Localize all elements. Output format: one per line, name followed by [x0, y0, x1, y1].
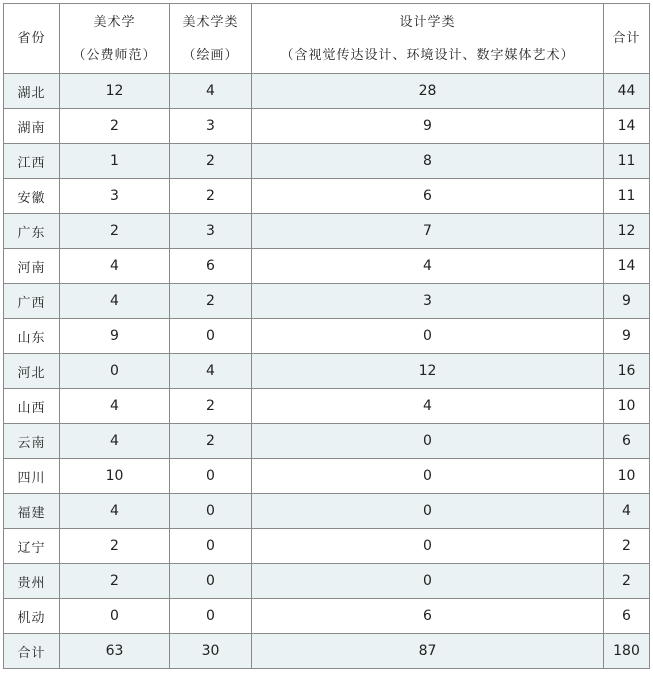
cell-design: 0	[252, 459, 604, 494]
cell-province: 河南	[4, 249, 60, 284]
table-row	[4, 249, 650, 284]
cell-province: 山西	[4, 389, 60, 424]
cell-fine-arts: 63	[60, 634, 170, 669]
cell-total: 2	[604, 529, 650, 564]
cell-total: 16	[604, 354, 650, 389]
table-row	[4, 529, 650, 564]
cell-province: 合计	[4, 634, 60, 669]
table-row	[4, 74, 650, 109]
cell-fine-arts: 3	[60, 179, 170, 214]
cell-design: 7	[252, 214, 604, 249]
cell-design: 0	[252, 319, 604, 354]
cell-design: 4	[252, 389, 604, 424]
cell-province: 机动	[4, 599, 60, 634]
table-row	[4, 284, 650, 319]
cell-province: 安徽	[4, 179, 60, 214]
table-row	[4, 634, 650, 669]
cell-province: 云南	[4, 424, 60, 459]
cell-total: 10	[604, 389, 650, 424]
cell-total: 6	[604, 599, 650, 634]
cell-total: 2	[604, 564, 650, 599]
cell-painting: 4	[170, 74, 252, 109]
cell-fine-arts: 9	[60, 319, 170, 354]
cell-painting: 4	[170, 354, 252, 389]
header-province: 省份	[4, 4, 60, 74]
header-fine-arts-class	[170, 4, 252, 74]
cell-painting: 2	[170, 144, 252, 179]
cell-total: 9	[604, 319, 650, 354]
cell-total: 11	[604, 179, 650, 214]
cell-painting: 2	[170, 284, 252, 319]
table-row	[4, 494, 650, 529]
cell-fine-arts: 4	[60, 424, 170, 459]
cell-design: 87	[252, 634, 604, 669]
table-row	[4, 319, 650, 354]
table-row	[4, 214, 650, 249]
cell-total: 4	[604, 494, 650, 529]
cell-province: 贵州	[4, 564, 60, 599]
table-row	[4, 144, 650, 179]
cell-fine-arts: 4	[60, 494, 170, 529]
header-fine-arts-class-line2: （绘画）	[182, 47, 239, 63]
cell-province: 河北	[4, 354, 60, 389]
cell-painting: 0	[170, 564, 252, 599]
cell-painting: 2	[170, 389, 252, 424]
cell-fine-arts: 10	[60, 459, 170, 494]
table-row	[4, 564, 650, 599]
cell-province: 四川	[4, 459, 60, 494]
cell-province: 辽宁	[4, 529, 60, 564]
cell-design: 3	[252, 284, 604, 319]
cell-fine-arts: 2	[60, 109, 170, 144]
cell-fine-arts: 4	[60, 284, 170, 319]
cell-fine-arts: 2	[60, 529, 170, 564]
cell-painting: 0	[170, 494, 252, 529]
cell-fine-arts: 1	[60, 144, 170, 179]
cell-painting: 3	[170, 109, 252, 144]
cell-province: 广西	[4, 284, 60, 319]
cell-total: 14	[604, 109, 650, 144]
cell-total: 6	[604, 424, 650, 459]
cell-design: 0	[252, 494, 604, 529]
header-total: 合计	[604, 4, 650, 74]
table-row	[4, 459, 650, 494]
cell-province: 山东	[4, 319, 60, 354]
cell-design: 8	[252, 144, 604, 179]
cell-design: 0	[252, 564, 604, 599]
table-row	[4, 389, 650, 424]
cell-province: 广东	[4, 214, 60, 249]
cell-fine-arts: 0	[60, 599, 170, 634]
cell-painting: 30	[170, 634, 252, 669]
table-body	[4, 74, 650, 669]
cell-painting: 2	[170, 179, 252, 214]
cell-design: 0	[252, 529, 604, 564]
cell-design: 4	[252, 249, 604, 284]
cell-painting: 0	[170, 459, 252, 494]
cell-design: 12	[252, 354, 604, 389]
header-fine-arts	[60, 4, 170, 74]
cell-painting: 0	[170, 319, 252, 354]
cell-province: 湖北	[4, 74, 60, 109]
enrollment-table	[3, 3, 650, 669]
cell-total: 11	[604, 144, 650, 179]
cell-painting: 0	[170, 599, 252, 634]
cell-total: 12	[604, 214, 650, 249]
cell-fine-arts: 4	[60, 249, 170, 284]
header-fine-arts-line2: （公费师范）	[72, 47, 157, 63]
header-design-class-line1: 设计学类	[399, 14, 456, 30]
header-fine-arts-class-line1: 美术学类	[182, 14, 239, 30]
cell-painting: 0	[170, 529, 252, 564]
cell-province: 福建	[4, 494, 60, 529]
table-row	[4, 354, 650, 389]
cell-design: 9	[252, 109, 604, 144]
cell-province: 湖南	[4, 109, 60, 144]
cell-fine-arts: 2	[60, 214, 170, 249]
cell-design: 6	[252, 599, 604, 634]
cell-fine-arts: 2	[60, 564, 170, 599]
cell-design: 6	[252, 179, 604, 214]
cell-total: 9	[604, 284, 650, 319]
table-row	[4, 109, 650, 144]
cell-fine-arts: 4	[60, 389, 170, 424]
cell-province: 江西	[4, 144, 60, 179]
cell-painting: 3	[170, 214, 252, 249]
cell-total: 14	[604, 249, 650, 284]
cell-painting: 6	[170, 249, 252, 284]
table-row	[4, 599, 650, 634]
cell-total: 180	[604, 634, 650, 669]
cell-fine-arts: 12	[60, 74, 170, 109]
table-header-row	[4, 4, 650, 74]
table-row	[4, 424, 650, 459]
header-fine-arts-line1: 美术学	[93, 14, 136, 30]
table-row	[4, 179, 650, 214]
cell-total: 44	[604, 74, 650, 109]
header-design-class	[252, 4, 604, 74]
cell-design: 28	[252, 74, 604, 109]
cell-design: 0	[252, 424, 604, 459]
cell-fine-arts: 0	[60, 354, 170, 389]
header-design-class-line2: （含视觉传达设计、环境设计、数字媒体艺术）	[280, 47, 575, 63]
cell-total: 10	[604, 459, 650, 494]
cell-painting: 2	[170, 424, 252, 459]
